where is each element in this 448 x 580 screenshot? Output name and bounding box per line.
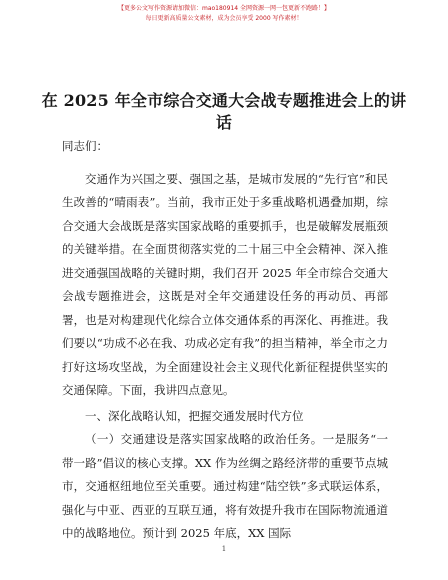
document-title: 在 2025 年全市综合交通大会战专题推进会上的讲话: [41, 91, 407, 132]
promo-banner-line-1: 【更多公文写作资源请加微信：mao180914 全网资源一网一包更新不跑路！】: [117, 5, 330, 12]
document-body: [62, 135, 388, 546]
salutation: 同志们：: [62, 139, 108, 153]
page-number: 1: [221, 545, 227, 553]
promo-banner-line-2: 每日更新高质量公文素材，成为会员享受 2000 写作素材！: [145, 15, 303, 22]
subsection-paragraph-1: （一）交通建设是落实国家战略的政治任务。一是服务“一带一路”倡议的核心支撑。XX 作为丝绸之路经济带的重要节点城市，交通枢纽地位至关重要。通过构建“陆空铁”多式联运体系，强化与中亚、西亚的互联互通，将有效提升我市在国际物流通道中的战略地位。预计到 2025 年底，XX 国际: [62, 432, 388, 540]
promo-banner: [0, 4, 448, 24]
section-heading-1: 一、深化战略认知，把握交通发展时代方位: [85, 408, 304, 423]
intro-paragraph: 交通作为兴国之要、强国之基，是城市发展的“先行官”和民生改善的“晴雨表”。当前，我市正处于多重战略机遇叠加期，综合交通大会战既是落实国家战略的重要抓手，也是破解发展瓶颈的关键举措。在全面贯彻落实党的二十届三中全会精神、深入推进交通强国战略的关键时期，我们召开 2025 年全市综合交通大会战专题推进会，这既是对全年交通建设任务的再动员、再部署，也是对构建现代化综合立体交通体系的再深化、再推进。我们要以“功成不必在我、功成必定有我”的担当精神，举全市之力打好这场攻坚战，为全面建设社会主义现代化新征程提供坚实的交通保障。下面，我讲四点意见。: [62, 171, 388, 397]
